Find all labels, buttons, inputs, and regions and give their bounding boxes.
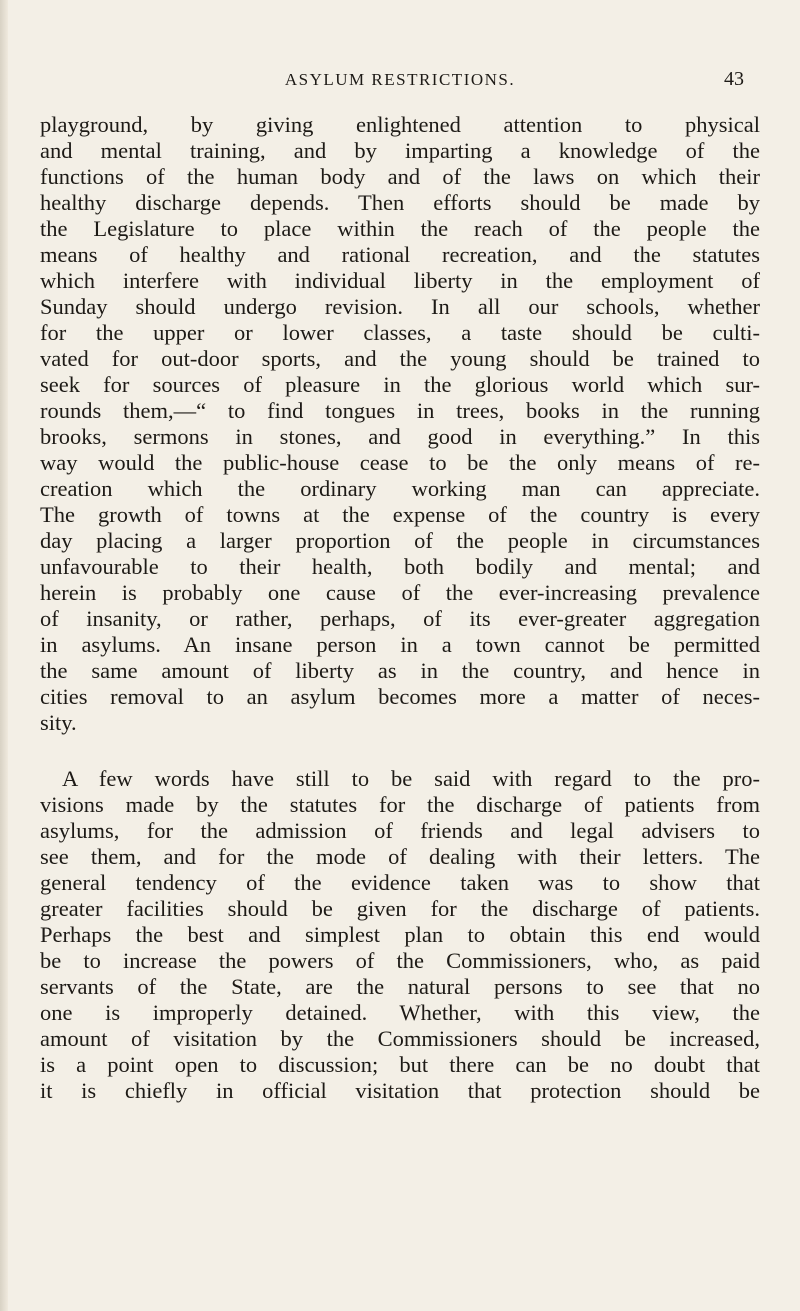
text-line: the Legislature to place within the reach of the people the xyxy=(40,216,760,241)
text-line: unfavourable to their health, both bodily and mental; and xyxy=(40,554,760,579)
text-line: the same amount of liberty as in the country, and hence in xyxy=(40,658,760,683)
text-line: vated for out-door sports, and the young should be trained to xyxy=(40,346,760,371)
text-line: day placing a larger proportion of the people in circumstances xyxy=(40,528,760,553)
text-line: see them, and for the mode of dealing with their letters. The xyxy=(40,844,760,869)
text-line: sity. xyxy=(40,710,77,735)
text-line: of insanity, or rather, perhaps, of its ever-greater aggregation xyxy=(40,606,760,631)
text-line: greater facilities should be given for the discharge of patients. xyxy=(40,896,760,921)
text-line: it is chiefly in official visitation that protection should be xyxy=(40,1078,760,1103)
text-line: Perhaps the best and simplest plan to obtain this end would xyxy=(40,922,760,947)
paragraph-2 xyxy=(40,766,760,1104)
page-binding-edge xyxy=(0,0,8,1311)
text-line: brooks, sermons in stones, and good in everything.” In this xyxy=(40,424,760,449)
page-header xyxy=(0,66,800,96)
running-head: ASYLUM RESTRICTIONS. xyxy=(284,70,516,89)
text-line: creation which the ordinary working man can appreciate. xyxy=(40,476,760,501)
text-line: A few words have still to be said with regard to the pro- xyxy=(62,766,760,791)
text-line: which interfere with individual liberty in the employment of xyxy=(40,268,760,293)
text-line: be to increase the powers of the Commissioners, who, as paid xyxy=(40,948,760,973)
paragraph-spacer xyxy=(40,736,760,766)
text-line: herein is probably one cause of the ever-increasing prevalence xyxy=(40,580,760,605)
text-line: visions made by the statutes for the discharge of patients from xyxy=(40,792,760,817)
text-line: functions of the human body and of the laws on which their xyxy=(40,164,760,189)
text-line: seek for sources of pleasure in the glorious world which sur- xyxy=(40,372,760,397)
text-line: one is improperly detained. Whether, with this view, the xyxy=(40,1000,760,1025)
paragraph-1 xyxy=(40,112,760,736)
page-number: 43 xyxy=(724,68,744,90)
text-line: is a point open to discussion; but there can be no doubt that xyxy=(40,1052,760,1077)
text-line: way would the public-house cease to be the only means of re- xyxy=(40,450,760,475)
text-line: and mental training, and by imparting a knowledge of the xyxy=(40,138,760,163)
text-line: in asylums. An insane person in a town cannot be permitted xyxy=(40,632,760,657)
text-line: cities removal to an asylum becomes more a matter of neces- xyxy=(40,684,760,709)
text-line: The growth of towns at the expense of the country is every xyxy=(40,502,760,527)
text-line: asylums, for the admission of friends and legal advisers to xyxy=(40,818,760,843)
text-line: amount of visitation by the Commissioners should be increased, xyxy=(40,1026,760,1051)
text-line: servants of the State, are the natural persons to see that no xyxy=(40,974,760,999)
body-text xyxy=(40,112,760,1104)
text-line: general tendency of the evidence taken was to show that xyxy=(40,870,760,895)
text-line: Sunday should undergo revision. In all our schools, whether xyxy=(40,294,760,319)
text-line: rounds them,—“ to find tongues in trees, books in the running xyxy=(40,398,760,423)
text-line: means of healthy and rational recreation, and the statutes xyxy=(40,242,760,267)
text-line: playground, by giving enlightened attention to physical xyxy=(40,112,760,137)
text-line: healthy discharge depends. Then efforts should be made by xyxy=(40,190,760,215)
text-line: for the upper or lower classes, a taste should be culti- xyxy=(40,320,760,345)
